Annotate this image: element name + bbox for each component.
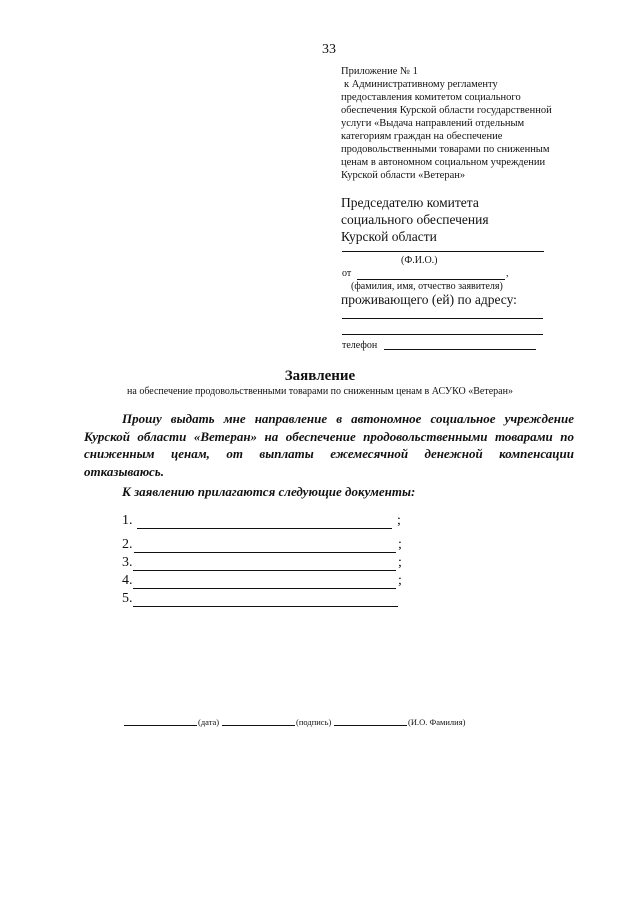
page-number: 33 — [322, 42, 336, 57]
fio-line[interactable] — [342, 251, 544, 252]
phone-line[interactable] — [384, 349, 536, 350]
item-number: 4. — [122, 573, 133, 588]
appendix-line: предоставления комитетом социального — [341, 92, 521, 103]
date-line[interactable] — [124, 725, 197, 726]
appendix-line: услуги «Выдача направлений отдельным — [341, 118, 525, 129]
recipient-line: Курской области — [341, 229, 437, 244]
from-line[interactable] — [357, 279, 505, 280]
recipient-line: социального обеспечения — [341, 212, 489, 227]
appendix-line: категориям граждан на обеспечение — [341, 131, 503, 142]
fio-caption: (Ф.И.О.) — [401, 255, 438, 266]
item-number: 5. — [122, 591, 133, 606]
recipient-line: Председателю комитета — [341, 195, 479, 210]
appendix-line: Приложение № 1 — [341, 66, 418, 77]
item-number: 1. — [122, 513, 133, 528]
name-caption: (И.О. Фамилия) — [408, 717, 466, 727]
appendix-line: обеспечения Курской области государственной — [341, 105, 552, 116]
statement-title: Заявление — [284, 368, 356, 384]
date-caption: (дата) — [198, 717, 220, 727]
request-text: Прошу выдать мне направление в автономное социальное учреждение Курской области «Ветеран» на обеспечение продовольственными товарами по сниженным ценам, от выплаты ежемесячной денежной компенсации отказываюсь. — [84, 411, 574, 479]
from-label: от — [342, 268, 352, 279]
item-number: 2. — [122, 537, 133, 552]
name-line[interactable] — [334, 725, 407, 726]
document-item — [122, 591, 133, 607]
residence-label: проживающего (ей) по адресу: — [341, 292, 517, 307]
document-item — [122, 555, 133, 571]
item-end: ; — [397, 513, 401, 528]
from-comma: , — [506, 268, 509, 279]
document-line-5[interactable] — [133, 606, 398, 607]
appendix-line: Курской области «Ветеран» — [341, 170, 466, 181]
appendix-line: продовольственными товарами по сниженным — [341, 144, 550, 155]
appendix-line: к Административному регламенту — [344, 79, 498, 90]
document-line-3[interactable] — [133, 570, 396, 571]
item-end: ; — [398, 537, 402, 552]
item-end: ; — [398, 555, 402, 570]
address-line-1[interactable] — [342, 318, 543, 319]
document-item — [122, 573, 133, 589]
signature-line[interactable] — [222, 725, 295, 726]
phone-label: телефон — [342, 340, 378, 351]
appendix-header — [341, 65, 576, 182]
statement-subtitle: на обеспечение продовольственными товарами по сниженным ценам в АСУКО «Ветеран» — [127, 386, 513, 397]
document-line-2[interactable] — [134, 552, 396, 553]
item-end: ; — [398, 573, 402, 588]
from-caption: (фамилия, имя, отчество заявителя) — [351, 281, 503, 292]
recipient-block — [341, 194, 489, 245]
address-line-2[interactable] — [342, 334, 543, 335]
document-item — [122, 537, 133, 553]
document-item — [122, 513, 133, 529]
document-line-4[interactable] — [133, 588, 396, 589]
item-number: 3. — [122, 555, 133, 570]
document-line-1[interactable] — [137, 528, 392, 529]
attachments-heading: К заявлению прилагаются следующие документы: — [122, 484, 416, 499]
appendix-line: ценам в автономном социальном учреждении — [341, 157, 546, 168]
signature-caption: (подпись) — [296, 717, 332, 727]
